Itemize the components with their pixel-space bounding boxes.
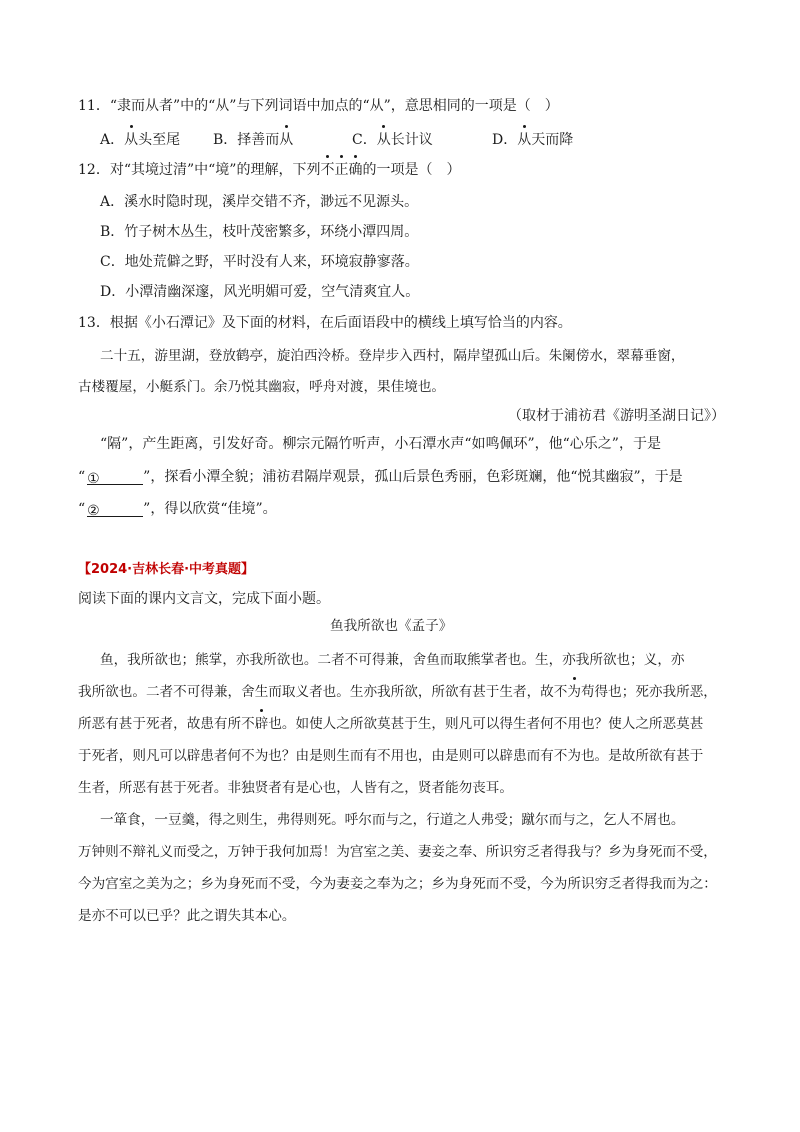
q11-option-a-dotted: 从 <box>124 132 139 148</box>
passage-p2-line-3: 今为宫室之美为之；乡为身死而不受，今为妻妾之奉为之；乡为身死而不受，今为所识穷乏者得我而为之： <box>78 876 717 892</box>
section-source-tag: 【2024·吉林长春·中考真题】 <box>78 562 255 577</box>
q13-paragraph-line-2 <box>78 467 683 487</box>
q11-option-b-letter: B． <box>213 132 238 148</box>
passage-p1-line-2-pre: 我所欲也。二者不可得兼，舍生而取义者也。生亦我所欲，所欲有甚于生者，故不 <box>78 684 568 700</box>
q11-option-b-dotted: 从 <box>279 132 294 148</box>
q12-stem-pre: 12．对“其境过清”中“境”的理解，下列 <box>78 162 321 178</box>
section-instruction: 阅读下面的课内文言文，完成下面小题。 <box>78 591 330 607</box>
q12-stem-post: 的一项是（ ） <box>362 162 461 178</box>
q13-stem: 13．根据《小石潭记》及下面的材料，在后面语段中的横线上填写恰当的内容。 <box>78 315 572 331</box>
q11-option-d <box>492 130 573 150</box>
passage-dotted-bi: 辟 <box>254 716 269 732</box>
q11-option-d-letter: D． <box>492 132 518 148</box>
passage-p1-line-3-pre: 所恶有甚于死者，故患有所不 <box>78 716 255 732</box>
q13-paragraph-line-3-text: ”，得以欣赏“佳境”。 <box>143 501 277 517</box>
q13-paragraph-line-1: “隔”，产生距离，引发好奇。柳宗元隔竹听声，小石潭水声“如鸣佩环”，他“心乐之”，于是 <box>100 436 661 452</box>
passage-p1-line-4: 于死者，则凡可以辟患者何不为也？由是则生而有不用也，由是则可以辟患而有不为也。是故所欲有甚于 <box>78 748 704 764</box>
q11-option-b-text: 择善而 <box>237 132 280 148</box>
q12-option-b: B．竹子树木丛生，枝叶茂密繁多，环绕小潭四周。 <box>100 224 419 240</box>
q11-option-c-letter: C． <box>352 132 377 148</box>
q11-option-d-text: 天而降 <box>531 132 574 148</box>
passage-p1-line-3-post: 也。如使人之所欲莫甚于生，则凡可以得生者何不用也？使人之所恶莫甚 <box>268 716 704 732</box>
passage-p1-line-5: 生者，所恶有甚于死者。非独贤者有是心也，人皆有之，贤者能勿丧耳。 <box>78 780 513 796</box>
q11-option-c <box>352 130 433 150</box>
q13-quote-open-1: “ <box>78 469 86 485</box>
passage-title: 鱼我所欲也《孟子》 <box>330 618 453 634</box>
q11-option-c-text: 长计议 <box>390 132 433 148</box>
q13-blank-1-marker: ① <box>87 471 100 487</box>
q13-paragraph-line-3 <box>78 499 277 519</box>
q11-option-a <box>100 130 180 150</box>
q12-emphasis-char: 正 <box>334 162 349 178</box>
q11-option-b <box>213 130 293 150</box>
q12-emphasis-char: 不 <box>320 162 335 178</box>
q12-option-d: D．小潭清幽深邃，风光明媚可爱，空气清爽宜人。 <box>100 284 420 300</box>
passage-dotted-wei: 为 <box>567 684 581 700</box>
passage-p1-line-1: 鱼，我所欲也；熊掌，亦我所欲也。二者不可得兼，舍鱼而取熊掌者也。生，亦我所欲也；义，亦 <box>100 652 685 668</box>
q11-option-d-dotted: 从 <box>517 132 532 148</box>
q13-material-line-2: 古楼覆屋，小艇系门。余乃悦其幽寂，呼舟对渡，果佳境也。 <box>78 379 446 395</box>
q12-emphasis-char: 确 <box>348 162 363 178</box>
q12-option-a: A．溪水时隐时现，溪岸交错不齐，渺远不见源头。 <box>100 194 419 210</box>
q13-material-line-1: 二十五，游里湖，登放鹤亭，旋泊西泠桥。登岸步入西村，隔岸望孤山后。朱阑傍水，翠幕垂窗， <box>100 348 685 364</box>
q12-option-c: C．地处荒僻之野，平时没有人来，环境寂静寥落。 <box>100 254 419 270</box>
q12-stem <box>78 160 460 180</box>
q11-stem <box>78 96 559 116</box>
q13-quote-open-2: “ <box>78 501 86 517</box>
q12-stem-emphasis <box>320 162 362 178</box>
passage-p1-line-2 <box>78 682 717 702</box>
q13-answer-blank-1[interactable] <box>87 469 143 485</box>
q11-option-a-letter: A． <box>100 132 125 148</box>
q11-option-a-text: 头至尾 <box>138 132 181 148</box>
passage-p2-line-1: 一箪食，一豆羹，得之则生，弗得则死。呼尔而与之，行道之人弗受；蹴尔而与之，乞人不屑也。 <box>100 812 685 828</box>
q11-option-c-dotted: 从 <box>376 132 391 148</box>
passage-p1-line-2-post: 苟得也；死亦我所恶， <box>580 684 717 700</box>
passage-p2-line-2: 万钟则不辩礼义而受之，万钟于我何加焉！为宫室之美、妻妾之奉、所识穷乏者得我与？乡为身死而不受， <box>78 844 717 860</box>
q13-paragraph-line-2-text: ”，探看小潭全貌；浦祊君隔岸观景，孤山后景色秀丽，色彩斑斓，他“悦其幽寂”，于是 <box>143 469 683 485</box>
passage-p2-line-4: 是亦不可以已乎？此之谓失其本心。 <box>78 908 296 924</box>
passage-p1-line-3 <box>78 714 703 734</box>
q13-material-source: （取材于浦祊君《游明圣湖日记》） <box>508 408 725 424</box>
q11-stem-text: 11．“隶而从者”中的“从”与下列词语中加点的“从”，意思相同的一项是（ ） <box>78 98 559 114</box>
q13-answer-blank-2[interactable] <box>87 501 143 517</box>
q13-blank-2-marker: ② <box>87 503 100 519</box>
